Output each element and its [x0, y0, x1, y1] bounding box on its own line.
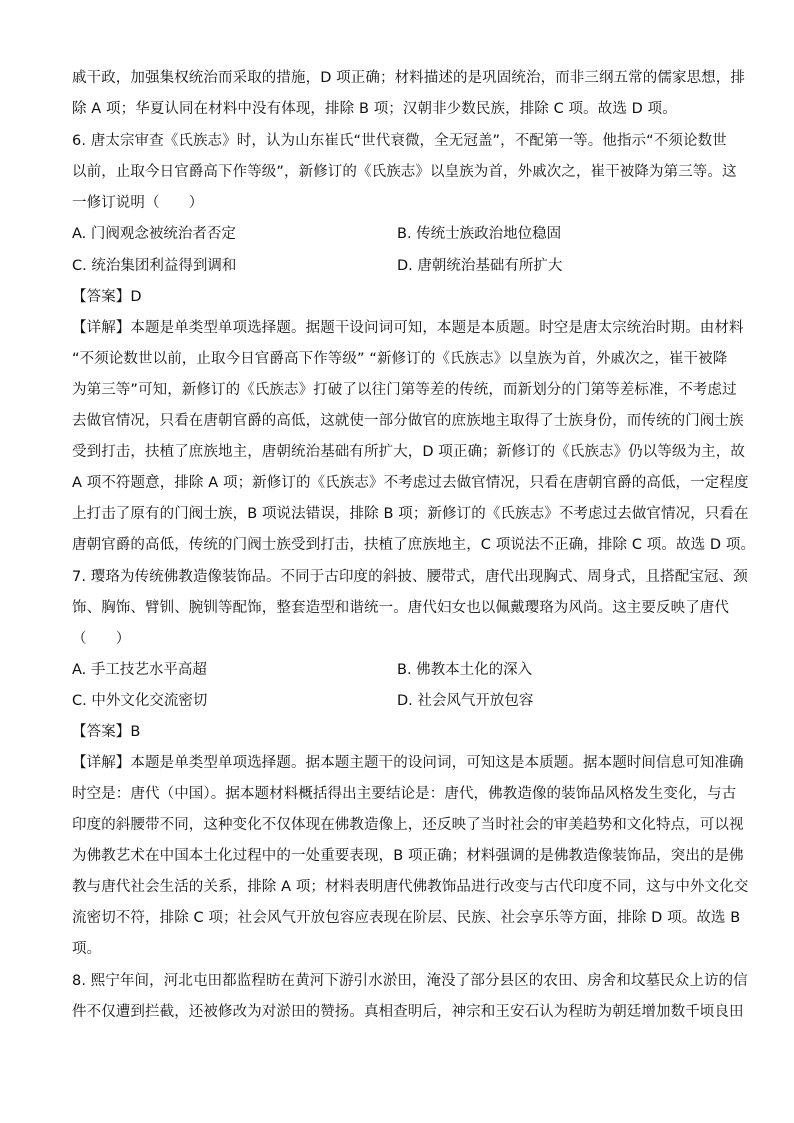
question-7-stem: 饰、胸饰、臂钏、腕钏等配饰，整套造型和谐统一。唐代妇女也以佩戴璎珞为风尚。这主要反映了唐代 — [72, 600, 729, 616]
question-7-answer: 【答案】B — [72, 724, 141, 740]
question-8-stem: 件不仅遭到拦截，还被修改为对淤田的赞扬。真相查明后，神宗和王安石认为程昉为朝廷增加数千顷良田 — [72, 1004, 744, 1020]
question-6-option-c: C. 统治集团利益得到调和 — [72, 258, 237, 274]
question-7-option-a: A. 手工技艺水平高超 — [72, 662, 207, 678]
question-7-option-c: C. 中外文化交流密切 — [72, 693, 208, 709]
text-line: 戚干政，加强集权统治而采取的措施，D 项正确；材料描述的是巩固统治，而非三纲五常的儒家思想，排 — [72, 70, 745, 86]
question-7-explanation: 为佛教艺术在中国本土化过程中的一处重要表现，B 项正确；材料强调的是佛教造像装饰品，突出的是佛 — [72, 848, 744, 864]
question-7-explanation: 项。 — [72, 941, 102, 957]
question-7-explanation: 时空是：唐代（中国）。据本题材料概括得出主要结论是：唐代，佛教造像的装饰品风格发生变化，与古 — [72, 786, 737, 802]
question-7-option-b: B. 佛教本土化的深入 — [397, 662, 533, 678]
question-6-explanation: 受到打击，扶植了庶族地主，唐朝统治基础有所扩大，D 项正确；新修订的《氏族志》仍以等级为主，故 — [72, 444, 745, 460]
question-6-answer: 【答案】D — [72, 289, 142, 305]
question-7-explanation: 印度的斜腰带不同，这种变化不仅体现在佛教造像上，还反映了当时社会的审美趋势和文化特点，可以视 — [72, 817, 744, 833]
question-6-stem: 以前，止取今日官爵高下作等级”，新修订的《氏族志》以皇族为首，外戚次之，崔干被降为第三等。这 — [72, 164, 737, 180]
question-6-option-d: D. 唐朝统治基础有所扩大 — [397, 258, 563, 274]
text-line: 除 A 项；华夏认同在材料中没有体现，排除 B 项；汉朝非少数民族，排除 C 项。故选 D 项。 — [72, 101, 677, 117]
question-6-stem: 一修订说明（ ） — [72, 195, 204, 211]
question-6-explanation: 唐朝官爵的高低，传统的门阀士族受到打击，扶植了庶族地主，C 项说法不正确，排除 C 项。故选 D 项。 — [72, 537, 756, 553]
question-7-explanation: 【详解】本题是单类型单项选择题。据本题主题干的设问词，可知这是本质题。据本题时间信息可知准确 — [72, 755, 744, 771]
question-6-explanation: 【详解】本题是单类型单项选择题。据题干设问词可知，本题是本质题。时空是唐太宗统治时期。由材料 — [72, 320, 744, 336]
question-7-explanation: 教与唐代社会生活的关系，排除 A 项；材料表明唐代佛教饰品进行改变与古代印度不同，这与中外文化交 — [72, 879, 749, 895]
question-6-stem: 6. 唐太宗审查《氏族志》时，认为山东崔氏“世代衰微，全无冠盖”，不配第一等。他指示“不须论数世 — [72, 133, 727, 149]
question-6-option-b: B. 传统士族政治地位稳固 — [397, 226, 562, 242]
question-6-explanation: “不须论数世以前，止取今日官爵高下作等级” “新修订的《氏族志》以皇族为首，外戚次之，崔干被降 — [72, 351, 728, 367]
question-8-stem: 8. 熙宁年间，河北屯田都监程昉在黄河下游引水淤田，淹没了部分县区的农田、房舍和坟墓民众上访的信 — [72, 973, 748, 989]
question-7-stem: （ ） — [72, 631, 131, 647]
question-7-option-d: D. 社会风气开放包容 — [397, 693, 534, 709]
question-7-stem: 7. 璎珞为传统佛教造像装饰品。不同于古印度的斜披、腰带式，唐代出现胸式、周身式，且搭配宝冠、颈 — [72, 569, 748, 585]
question-7-explanation: 流密切不符，排除 C 项；社会风气开放包容应表现在阶层、民族、社会享乐等方面，排除 D 项。故选 B — [72, 910, 741, 926]
question-6-explanation: 上打击了原有的门阀士族，B 项说法错误，排除 B 项；新修订的《氏族志》不考虑过去做官情况，只看在 — [72, 506, 749, 522]
question-6-option-a: A. 门阀观念被统治者否定 — [72, 226, 236, 242]
question-6-explanation: 去做官情况，只看在唐朝官爵的高低，这就使一部分做官的庶族地主取得了士族身份，而传统的门阀士族 — [72, 413, 744, 429]
question-6-explanation: 为第三等”可知，新修订的《氏族志》打破了以往门第等差的传统，而新划分的门第等差标准，不考虑过 — [72, 382, 737, 398]
question-6-explanation: A 项不符题意，排除 A 项；新修订的《氏族志》不考虑过去做官情况，只看在唐朝官爵的高低，一定程度 — [72, 475, 749, 491]
